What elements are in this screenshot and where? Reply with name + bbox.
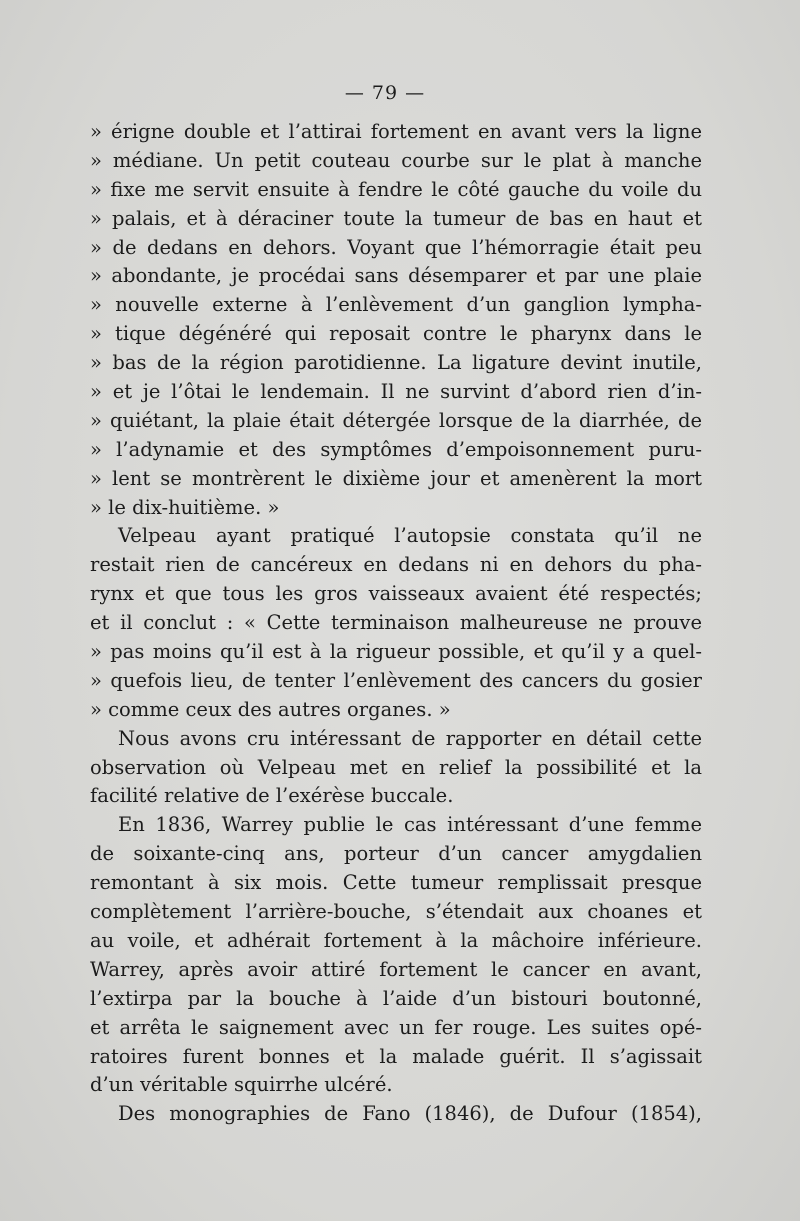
text-line: » palais, et à déraciner toute la tumeur de bas en haut et bbox=[90, 206, 702, 230]
text-line: l’extirpa par la bouche à l’aide d’un bistouri boutonné, bbox=[90, 986, 702, 1010]
text-line: facilité relative de l’exérèse buccale. bbox=[90, 784, 454, 808]
text-line: Des monographies de Fano (1846), de Dufour (1854), bbox=[118, 1102, 702, 1126]
text-line: de soixante-cinq ans, porteur d’un cancer amygdalien bbox=[90, 842, 702, 866]
text-line: » lent se montrèrent le dixième jour et amenèrent la mort bbox=[90, 466, 702, 490]
text-line: complètement l’arrière-bouche, s’étendait aux choanes et bbox=[90, 900, 702, 924]
text-line: Velpeau ayant pratiqué l’autopsie constata qu’il ne bbox=[118, 524, 702, 548]
text-line: » comme ceux des autres organes. » bbox=[90, 697, 451, 721]
text-line: » quefois lieu, de tenter l’enlèvement des cancers du gosier bbox=[90, 668, 702, 692]
page-number: — 79 — bbox=[344, 82, 426, 104]
text-line: observation où Velpeau met en relief la possibilité et la bbox=[90, 755, 702, 779]
text-line: Warrey, après avoir attiré fortement le cancer en avant, bbox=[90, 957, 702, 981]
text-line: et il conclut : « Cette terminaison malheureuse ne prouve bbox=[90, 611, 702, 635]
text-line: rynx et que tous les gros vaisseaux avaient été respectés; bbox=[90, 582, 702, 606]
text-line: » bas de la région parotidienne. La ligature devint inutile, bbox=[90, 351, 702, 375]
text-line: d’un véritable squirrhe ulcéré. bbox=[90, 1073, 393, 1097]
text-line: ratoires furent bonnes et la malade guérit. Il s’agissait bbox=[90, 1044, 702, 1068]
text-line: » fixe me servit ensuite à fendre le côté gauche du voile du bbox=[90, 177, 702, 201]
text-line: » pas moins qu’il est à la rigueur possible, et qu’il y a quel- bbox=[90, 640, 702, 664]
text-line: » érigne double et l’attirai fortement en avant vers la ligne bbox=[90, 120, 702, 143]
text-line: » et je l’ôtai le lendemain. Il ne survint d’abord rien d’in- bbox=[90, 380, 702, 404]
text-line: » quiétant, la plaie était détergée lorsque de la diarrhée, de bbox=[90, 408, 702, 432]
text-line: remontant à six mois. Cette tumeur remplissait presque bbox=[90, 871, 702, 895]
text-line: » nouvelle externe à l’enlèvement d’un ganglion lympha- bbox=[90, 293, 702, 317]
text-line: » l’adynamie et des symptômes d’empoisonnement puru- bbox=[90, 437, 702, 461]
text-line: » abondante, je procédai sans désemparer et par une plaie bbox=[90, 264, 702, 288]
text-line: au voile, et adhérait fortement à la mâchoire inférieure. bbox=[90, 928, 702, 952]
text-line: » de dedans en dehors. Voyant que l’hémorragie était peu bbox=[90, 235, 702, 259]
text-line: » tique dégénéré qui reposait contre le pharynx dans le bbox=[90, 322, 702, 346]
text-line: » médiane. Un petit couteau courbe sur le plat à manche bbox=[90, 148, 702, 172]
text-line: et arrêta le saignement avec un fer rouge. Les suites opé- bbox=[90, 1015, 702, 1039]
text-line: En 1836, Warrey publie le cas intéressant d’une femme bbox=[118, 813, 702, 837]
text-line: Nous avons cru intéressant de rapporter en détail cette bbox=[118, 726, 702, 750]
body-text bbox=[90, 118, 702, 1129]
text-line: restait rien de cancéreux en dedans ni en dehors du pha- bbox=[90, 553, 702, 577]
text-line: » le dix-huitième. » bbox=[90, 495, 280, 519]
